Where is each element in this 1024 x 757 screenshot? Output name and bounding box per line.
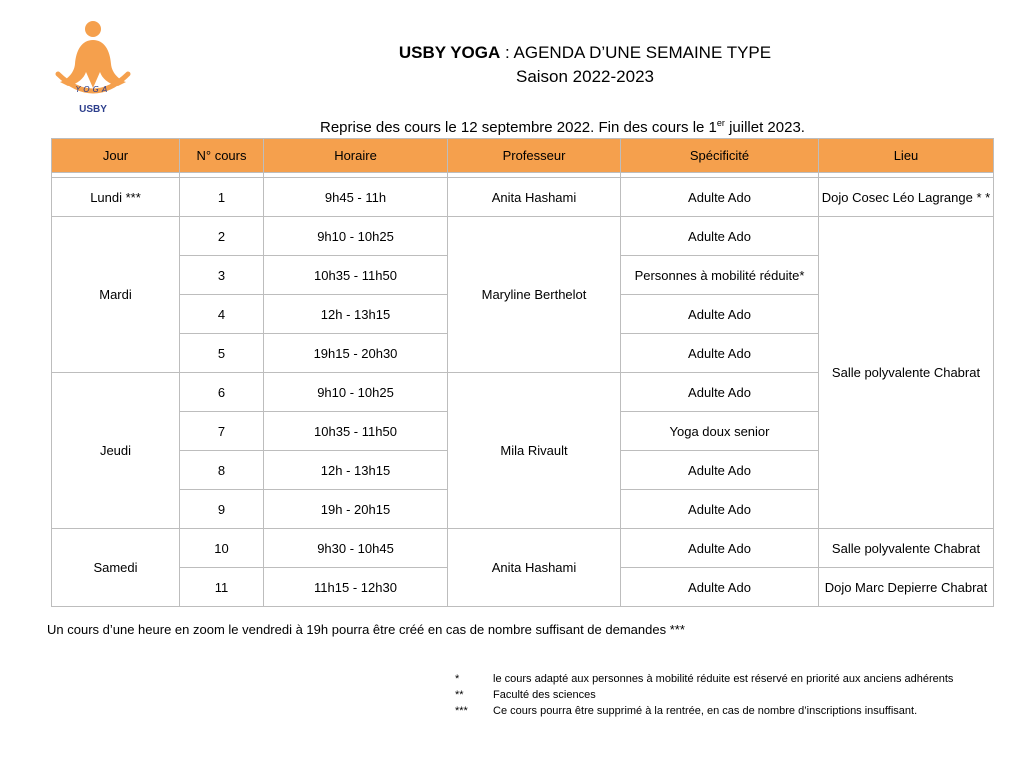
time-cell: 19h15 - 20h30 [264,334,448,373]
time-cell: 10h35 - 11h50 [264,412,448,451]
num-cell: 4 [180,295,264,334]
zoom-note: Un cours d’une heure en zoom le vendredi à 19h pourra être créé en cas de nombre suffisant de demandes *** [47,622,685,637]
num-cell: 6 [180,373,264,412]
reprise-dates [320,118,805,136]
table-row [52,217,994,256]
reprise-after: juillet 2023. [724,119,805,136]
footnote [455,687,953,703]
prof-cell: Maryline Berthelot [448,217,621,373]
header-specificite: Spécificité [621,139,819,173]
num-cell: 11 [180,568,264,607]
time-cell: 19h - 20h15 [264,490,448,529]
table-header-row [52,139,994,173]
footnote-text: le cours adapté aux personnes à mobilité réduite est réservé en priorité aux anciens adhérents [493,673,954,685]
title-brand: USBY YOGA [398,43,501,62]
agenda-table [51,138,994,607]
title-rest: AGENDA D’UNE SEMAINE TYPE [513,43,772,62]
num-cell: 3 [180,256,264,295]
lieu-cell: Salle polyvalente Chabrat [819,529,994,568]
time-cell: 10h35 - 11h50 [264,256,448,295]
spec-cell: Adulte Ado [621,451,819,490]
num-cell: 2 [180,217,264,256]
day-cell: Mardi [52,217,180,373]
prof-cell: Anita Hashami [448,529,621,607]
header-professeur: Professeur [448,139,621,173]
time-cell: 12h - 13h15 [264,451,448,490]
table-row [52,178,994,217]
time-cell: 11h15 - 12h30 [264,568,448,607]
table-row [52,529,994,568]
lieu-cell: Salle polyvalente Chabrat [819,217,994,529]
day-cell: Samedi [52,529,180,607]
header-jour: Jour [52,139,180,173]
header-horaire: Horaire [264,139,448,173]
footnote-mark: * [455,673,460,685]
footnotes [455,671,953,719]
header-lieu: Lieu [819,139,994,173]
footnote-mark: ** [455,689,464,701]
time-cell: 9h30 - 10h45 [264,529,448,568]
spec-cell: Personnes à mobilité réduite* [621,256,819,295]
page-title [0,42,1024,64]
spec-cell: Adulte Ado [621,529,819,568]
footnote-text: Ce cours pourra être supprimé à la rentrée, en cas de nombre d’inscriptions insuffisant. [493,705,918,717]
time-cell: 9h45 - 11h [264,178,448,217]
num-cell: 5 [180,334,264,373]
time-cell: 9h10 - 10h25 [264,373,448,412]
num-cell: 8 [180,451,264,490]
spec-cell: Adulte Ado [621,568,819,607]
day-cell: Lundi *** [52,178,180,217]
spec-cell: Adulte Ado [621,295,819,334]
lieu-cell: Dojo Marc Depierre Chabrat [819,568,994,607]
lieu-cell: Dojo Cosec Léo Lagrange * * [819,178,994,217]
title-sep: : [500,43,514,62]
spec-cell: Adulte Ado [621,178,819,217]
prof-cell: Anita Hashami [448,178,621,217]
spec-cell: Adulte Ado [621,217,819,256]
day-cell: Jeudi [52,373,180,529]
num-cell: 1 [180,178,264,217]
reprise-sup: er [716,118,725,128]
footnote [455,703,953,719]
reprise-before: Reprise des cours le 12 septembre 2022. Fin des cours le 1 [320,119,717,136]
time-cell: 9h10 - 10h25 [264,217,448,256]
header-num: N° cours [180,139,264,173]
spec-cell: Yoga doux senior [621,412,819,451]
footnote-mark: *** [455,705,468,717]
spec-cell: Adulte Ado [621,373,819,412]
footnote [455,671,953,687]
logo-word: YOGA [75,85,111,94]
season-title: Saison 2022-2023 [515,67,654,86]
logo-brand: USBY [79,104,107,115]
spec-cell: Adulte Ado [621,334,819,373]
num-cell: 10 [180,529,264,568]
footnote-text: Faculté des sciences [493,689,596,701]
spec-cell: Adulte Ado [621,490,819,529]
num-cell: 7 [180,412,264,451]
prof-cell: Mila Rivault [448,373,621,529]
num-cell: 9 [180,490,264,529]
time-cell: 12h - 13h15 [264,295,448,334]
